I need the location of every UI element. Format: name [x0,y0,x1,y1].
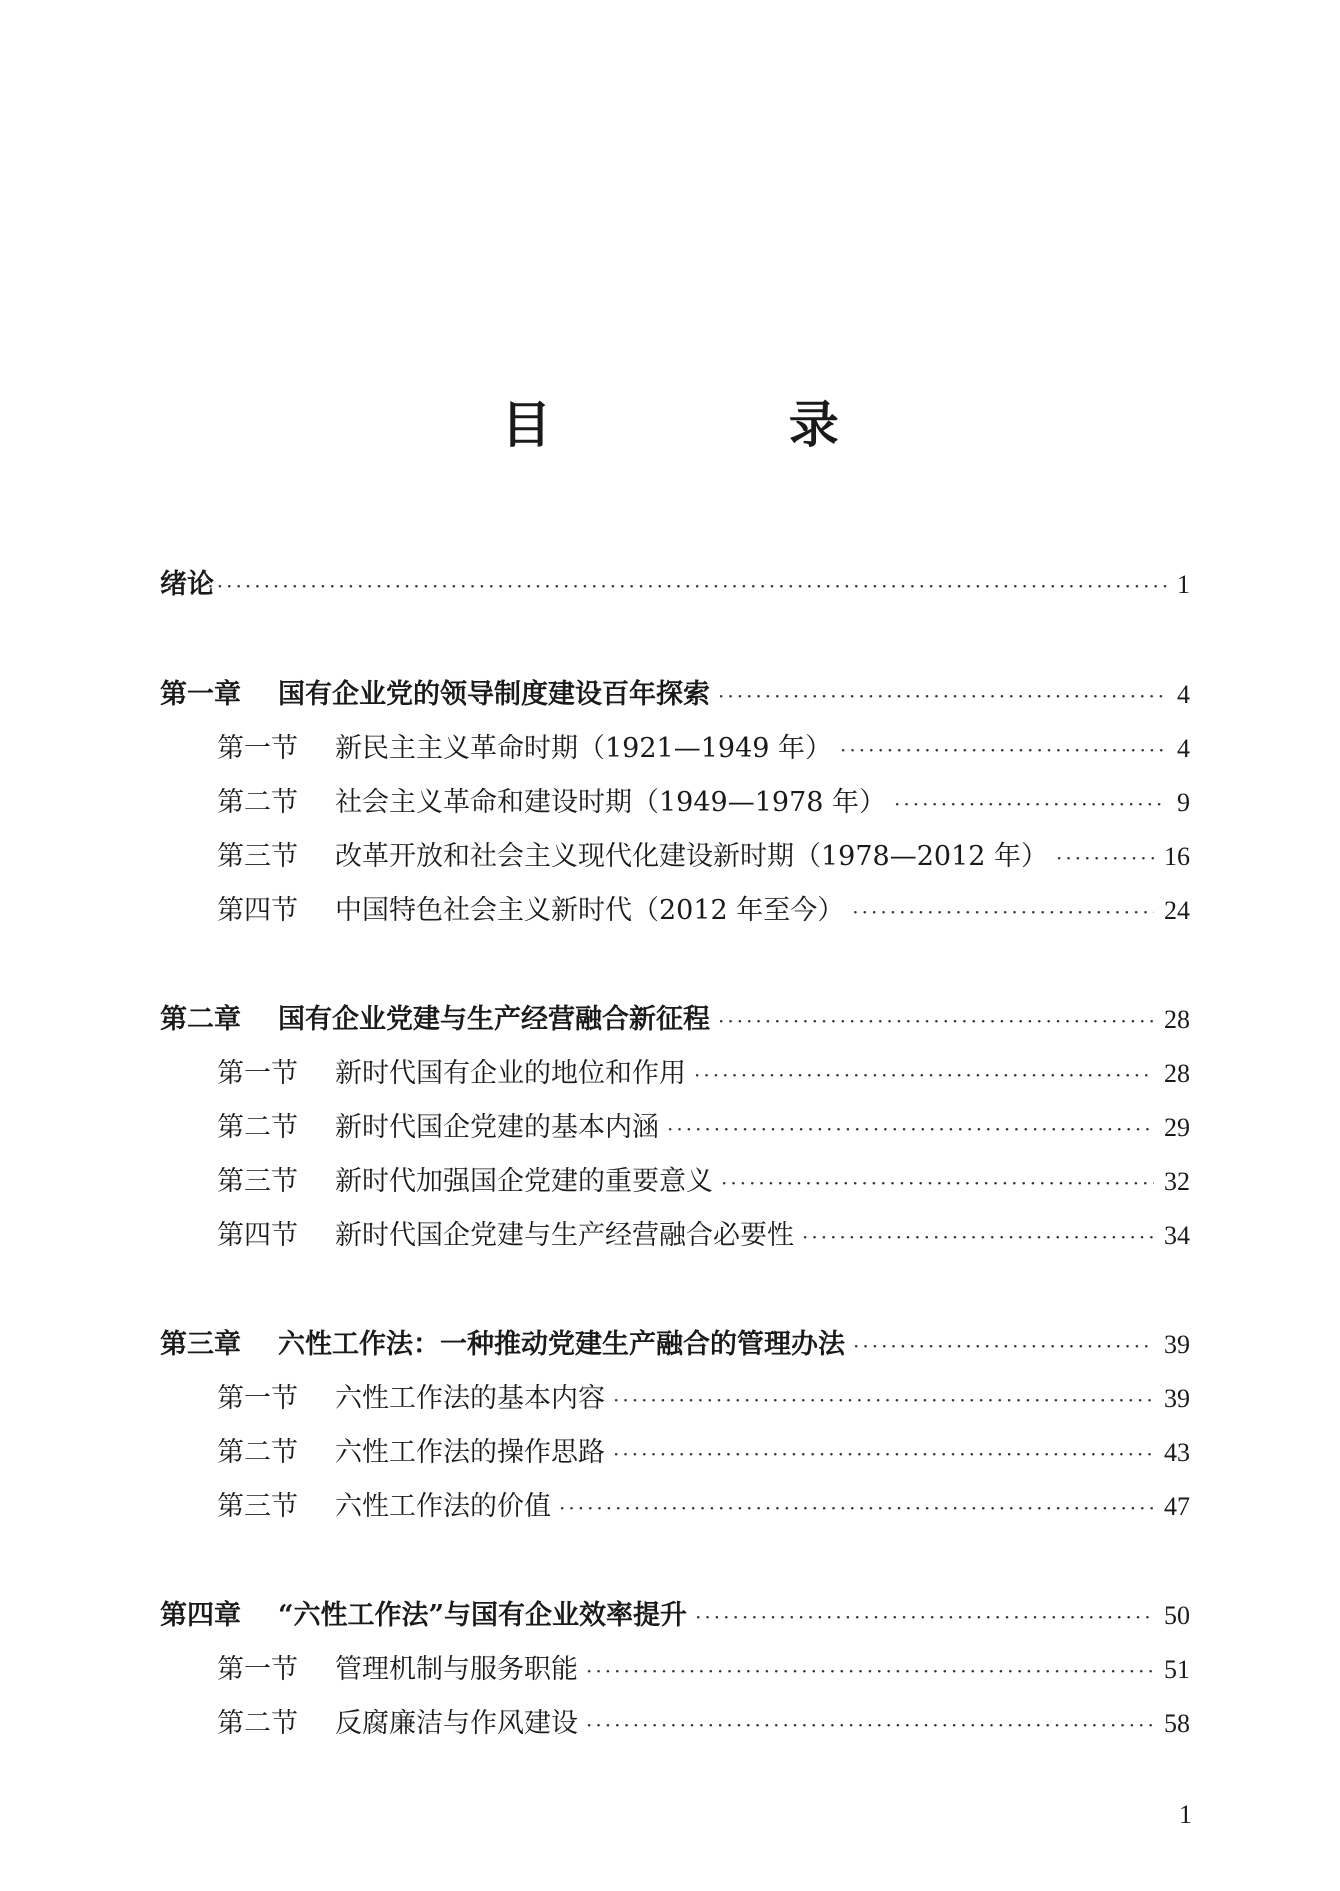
toc-page-number: 1 [1177,570,1190,599]
toc-page-number: 24 [1164,896,1190,925]
toc-entry-label: 第一节 [217,1654,298,1685]
toc-page-number: 39 [1164,1384,1190,1413]
toc-entry-chapter-2[interactable] [160,1000,1190,1040]
toc-entry-title: 中国特色社会主义新时代（2012 年至今） [335,895,845,926]
toc-entry-section[interactable] [160,1704,1190,1744]
toc-entry-section[interactable] [160,1108,1190,1148]
dot-leader [718,1001,1154,1041]
dot-leader [721,1163,1154,1203]
toc-entry-section[interactable] [160,1162,1190,1202]
toc-entry-section[interactable] [160,1487,1190,1527]
dot-leader [1056,838,1154,878]
toc-page-number: 28 [1164,1059,1190,1088]
toc-entry-label: 第三章 [160,1329,241,1360]
toc-entry-title: 新时代国有企业的地位和作用 [335,1058,686,1089]
dot-leader [586,1705,1154,1745]
dot-leader [694,1055,1154,1095]
toc-entry-title: 社会主义革命和建设时期（1949—1978 年） [335,787,887,818]
toc-page-number: 58 [1164,1709,1190,1738]
page-title: 目 录 [501,395,949,454]
toc-entry-label: 第三节 [217,1491,298,1522]
toc-entry-label: 第三节 [217,1166,298,1197]
dot-leader [198,566,1167,606]
dot-leader [852,892,1154,932]
toc-entry-chapter-4[interactable] [160,1596,1190,1636]
dot-leader [718,676,1167,716]
toc-entry-title: 新民主主义革命时期（1921—1949 年） [335,733,833,764]
toc-entry-label: 第一节 [217,1383,298,1414]
toc-entry-label: 第二节 [217,1437,298,1468]
toc-page-number: 50 [1164,1601,1190,1630]
toc-entry-label: 第二节 [217,787,298,818]
toc-page-number: 34 [1164,1221,1190,1250]
toc-entry-section[interactable] [160,783,1190,823]
dot-leader [840,730,1167,770]
toc-entry-label: 第一章 [160,679,241,710]
toc-entry-label: 第一节 [217,1058,298,1089]
toc-page-number: 4 [1177,734,1190,763]
toc-entry-section[interactable] [160,1433,1190,1473]
dot-leader [802,1217,1154,1257]
toc-entry-title: 新时代国企党建与生产经营融合必要性 [335,1220,794,1251]
toc-entry-label: 第二节 [217,1112,298,1143]
toc-entry-title: 六性工作法的价值 [335,1491,551,1522]
dot-leader [695,1597,1154,1637]
dot-leader [559,1488,1154,1528]
toc-entry-title: 国有企业党建与生产经营融合新征程 [278,1004,710,1035]
toc-page-number: 51 [1164,1655,1190,1684]
toc-entry-title: 反腐廉洁与作风建设 [335,1708,578,1739]
toc-entry-chapter-1[interactable] [160,675,1190,715]
toc-entry-prologue[interactable] [160,565,1190,605]
toc-entry-title: 新时代加强国企党建的重要意义 [335,1166,713,1197]
toc-page-number: 43 [1164,1438,1190,1467]
toc-entry-label: 第四节 [217,1220,298,1251]
toc-entry-section[interactable] [160,1216,1190,1256]
toc-entry-label: 第一节 [217,733,298,764]
toc-entry-title: 管理机制与服务职能 [335,1654,578,1685]
footer-page-number: 1 [1179,1800,1192,1829]
toc-page-number: 29 [1164,1113,1190,1142]
toc-entry-title: 新时代国企党建的基本内涵 [335,1112,659,1143]
dot-leader [613,1434,1154,1474]
toc-entry-chapter-3[interactable] [160,1325,1190,1365]
toc-entry-section[interactable] [160,1379,1190,1419]
dot-leader [667,1109,1154,1149]
toc-entry-label: 第四节 [217,895,298,926]
toc-entry-label: 第二节 [217,1708,298,1739]
toc-entry-title: 国有企业党的领导制度建设百年探索 [278,679,710,710]
toc-entry-section[interactable] [160,837,1190,877]
toc-page-number: 4 [1177,680,1190,709]
toc-page-number: 16 [1164,842,1190,871]
toc-entry-label: 第三节 [217,841,298,872]
toc-entry-section[interactable] [160,891,1190,931]
toc-page-number: 9 [1177,788,1190,817]
dot-leader [894,784,1167,824]
toc-entry-section[interactable] [160,1650,1190,1690]
toc-entry-title: 改革开放和社会主义现代化建设新时期（1978—2012 年） [335,841,1049,872]
dot-leader [613,1380,1154,1420]
toc-entry-label: 第二章 [160,1004,241,1035]
toc-page-number: 32 [1164,1167,1190,1196]
toc-entry-label: 第四章 [160,1600,241,1631]
toc-page-number: 28 [1164,1005,1190,1034]
toc-entry-title: “六性工作法”与国有企业效率提升 [278,1600,688,1631]
toc-entry-section[interactable] [160,729,1190,769]
toc-page-number: 39 [1164,1330,1190,1359]
dot-leader [853,1326,1154,1366]
toc-entry-label: 绪论 [160,569,214,600]
toc-page-number: 47 [1164,1492,1190,1521]
toc-entry-section[interactable] [160,1054,1190,1094]
dot-leader [586,1651,1154,1691]
toc-entry-title: 六性工作法的基本内容 [335,1383,605,1414]
toc-entry-title: 六性工作法：一种推动党建生产融合的管理办法 [278,1329,845,1360]
toc-entry-title: 六性工作法的操作思路 [335,1437,605,1468]
